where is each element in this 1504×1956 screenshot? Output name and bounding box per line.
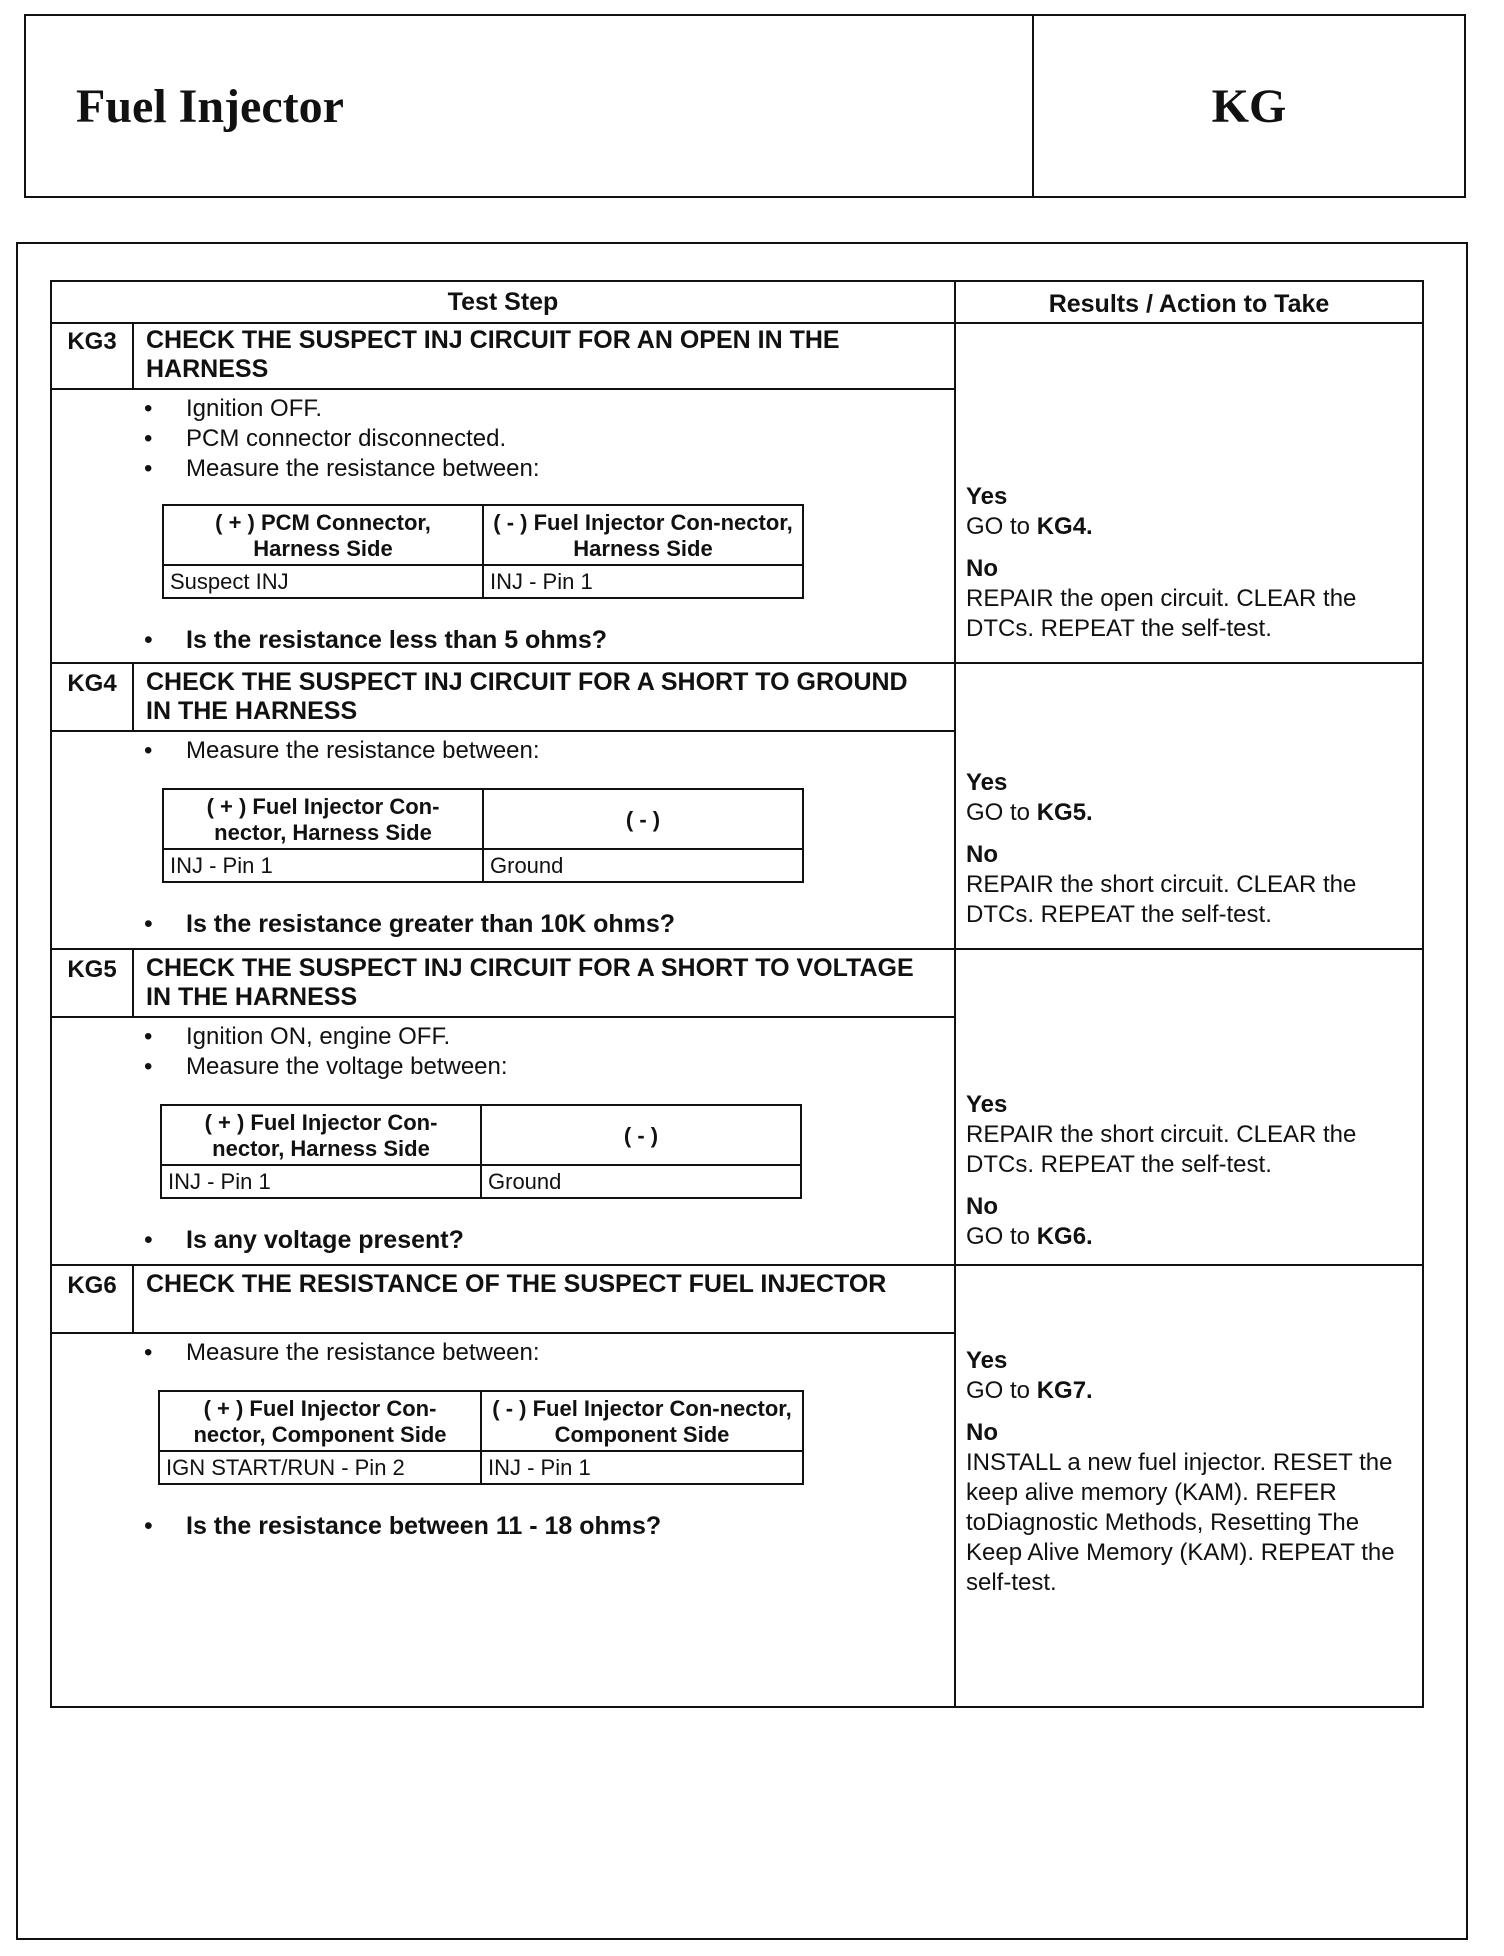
measure-cell-negative: INJ - Pin 1 xyxy=(481,1451,803,1484)
instruction-item: • Ignition OFF. xyxy=(144,394,540,424)
measurement-table xyxy=(160,1104,802,1199)
no-label: No xyxy=(966,841,998,868)
step-question: • Is the resistance greater than 10K ohms? xyxy=(144,910,675,939)
yes-action xyxy=(966,512,1416,542)
measure-header-positive: ( + ) Fuel Injector Con-nector, Harness Side xyxy=(161,1105,481,1165)
step-kg5 xyxy=(52,950,1422,1264)
step-results xyxy=(966,768,1416,930)
measure-cell-positive: IGN START/RUN - Pin 2 xyxy=(159,1451,481,1484)
step-title-row xyxy=(52,950,954,1018)
measure-cell-positive: INJ - Pin 1 xyxy=(161,1165,481,1198)
page-header xyxy=(24,14,1466,198)
instruction-item: • Measure the resistance between: xyxy=(144,1338,540,1368)
no-target: KG6. xyxy=(1036,1223,1093,1250)
no-action: REPAIR the short circuit. CLEAR the DTCs. REPEAT the self-test. xyxy=(966,871,1357,928)
measure-header-negative: ( - ) Fuel Injector Con-nector, Component Side xyxy=(481,1391,803,1451)
page-title: Fuel Injector xyxy=(76,79,344,133)
measure-header-negative: ( - ) Fuel Injector Con-nector, Harness Side xyxy=(483,505,803,565)
table-header-row xyxy=(52,282,1422,324)
measure-header-positive: ( + ) Fuel Injector Con-nector, Component Side xyxy=(159,1391,481,1451)
measure-header-negative: ( - ) xyxy=(483,789,803,849)
instruction-item: • PCM connector disconnected. xyxy=(144,424,540,454)
yes-label: Yes xyxy=(966,1091,1008,1118)
step-kg6 xyxy=(52,1266,1422,1706)
instruction-item: • Measure the voltage between: xyxy=(144,1052,508,1082)
step-question: • Is any voltage present? xyxy=(144,1226,464,1255)
yes-action xyxy=(966,798,1416,828)
measure-cell-positive: INJ - Pin 1 xyxy=(163,849,483,882)
step-results xyxy=(966,1346,1416,1598)
measure-cell-negative: INJ - Pin 1 xyxy=(483,565,803,598)
step-title: CHECK THE SUSPECT INJ CIRCUIT FOR AN OPEN IN THE HARNESS xyxy=(146,326,840,383)
step-id: KG5 xyxy=(52,950,134,1016)
yes-action: REPAIR the short circuit. CLEAR the DTCs. REPEAT the self-test. xyxy=(966,1121,1357,1178)
step-id: KG6 xyxy=(52,1266,134,1332)
test-step-table xyxy=(50,280,1424,1708)
step-instructions xyxy=(144,394,540,484)
measurement-table xyxy=(162,504,804,599)
header-code-cell xyxy=(1034,16,1464,196)
step-id: KG3 xyxy=(52,322,134,388)
step-kg3 xyxy=(52,322,1422,662)
measurement-table xyxy=(162,788,804,883)
yes-target: KG7. xyxy=(1036,1377,1093,1404)
no-action xyxy=(966,1222,1416,1252)
no-label: No xyxy=(966,555,998,582)
measure-header-positive: ( + ) Fuel Injector Con-nector, Harness Side xyxy=(163,789,483,849)
measure-header-negative: ( - ) xyxy=(481,1105,801,1165)
header-title-cell xyxy=(26,16,1034,196)
step-question: • Is the resistance between 11 - 18 ohms? xyxy=(144,1512,661,1541)
step-instructions xyxy=(144,736,540,766)
page-code: KG xyxy=(1211,79,1287,133)
no-label: No xyxy=(966,1419,998,1446)
instruction-item: • Measure the resistance between: xyxy=(144,454,540,484)
step-instructions xyxy=(144,1022,508,1082)
measure-cell-negative: Ground xyxy=(481,1165,801,1198)
step-title: CHECK THE SUSPECT INJ CIRCUIT FOR A SHORT TO GROUND IN THE HARNESS xyxy=(146,668,908,725)
measure-cell-positive: Suspect INJ xyxy=(163,565,483,598)
yes-target: KG4. xyxy=(1036,513,1093,540)
no-action: REPAIR the open circuit. CLEAR the DTCs. REPEAT the self-test. xyxy=(966,585,1357,642)
step-question: • Is the resistance less than 5 ohms? xyxy=(144,626,607,655)
yes-action-text: GO to xyxy=(966,513,1031,540)
no-action-text: GO to xyxy=(966,1223,1031,1250)
yes-action xyxy=(966,1376,1416,1406)
yes-target: KG5. xyxy=(1036,799,1093,826)
step-title-row xyxy=(52,322,954,390)
results-header: Results / Action to Take xyxy=(1048,290,1330,318)
yes-action-text: GO to xyxy=(966,799,1031,826)
content-frame xyxy=(16,242,1468,1940)
step-id: KG4 xyxy=(52,664,134,730)
step-kg4 xyxy=(52,664,1422,948)
yes-label: Yes xyxy=(966,1347,1008,1374)
test-step-header: Test Step xyxy=(447,288,559,316)
step-title: CHECK THE RESISTANCE OF THE SUSPECT FUEL INJECTOR xyxy=(146,1270,887,1298)
step-results xyxy=(966,1090,1416,1252)
yes-label: Yes xyxy=(966,483,1008,510)
measure-cell-negative: Ground xyxy=(483,849,803,882)
step-title-row xyxy=(52,1266,954,1334)
yes-label: Yes xyxy=(966,769,1008,796)
step-instructions xyxy=(144,1338,540,1368)
measure-header-positive: ( + ) PCM Connector, Harness Side xyxy=(163,505,483,565)
instruction-item: • Ignition ON, engine OFF. xyxy=(144,1022,508,1052)
step-title: CHECK THE SUSPECT INJ CIRCUIT FOR A SHORT TO VOLTAGE IN THE HARNESS xyxy=(146,954,914,1011)
instruction-item: • Measure the resistance between: xyxy=(144,736,540,766)
step-title-row xyxy=(52,664,954,732)
no-action: INSTALL a new fuel injector. RESET the keep alive memory (KAM). REFER toDiagnostic Methods, Resetting The Keep Alive Memory (KAM). REPEAT the self-test. xyxy=(966,1449,1395,1596)
step-results xyxy=(966,482,1416,644)
no-label: No xyxy=(966,1193,998,1220)
yes-action-text: GO to xyxy=(966,1377,1031,1404)
measurement-table xyxy=(158,1390,804,1485)
